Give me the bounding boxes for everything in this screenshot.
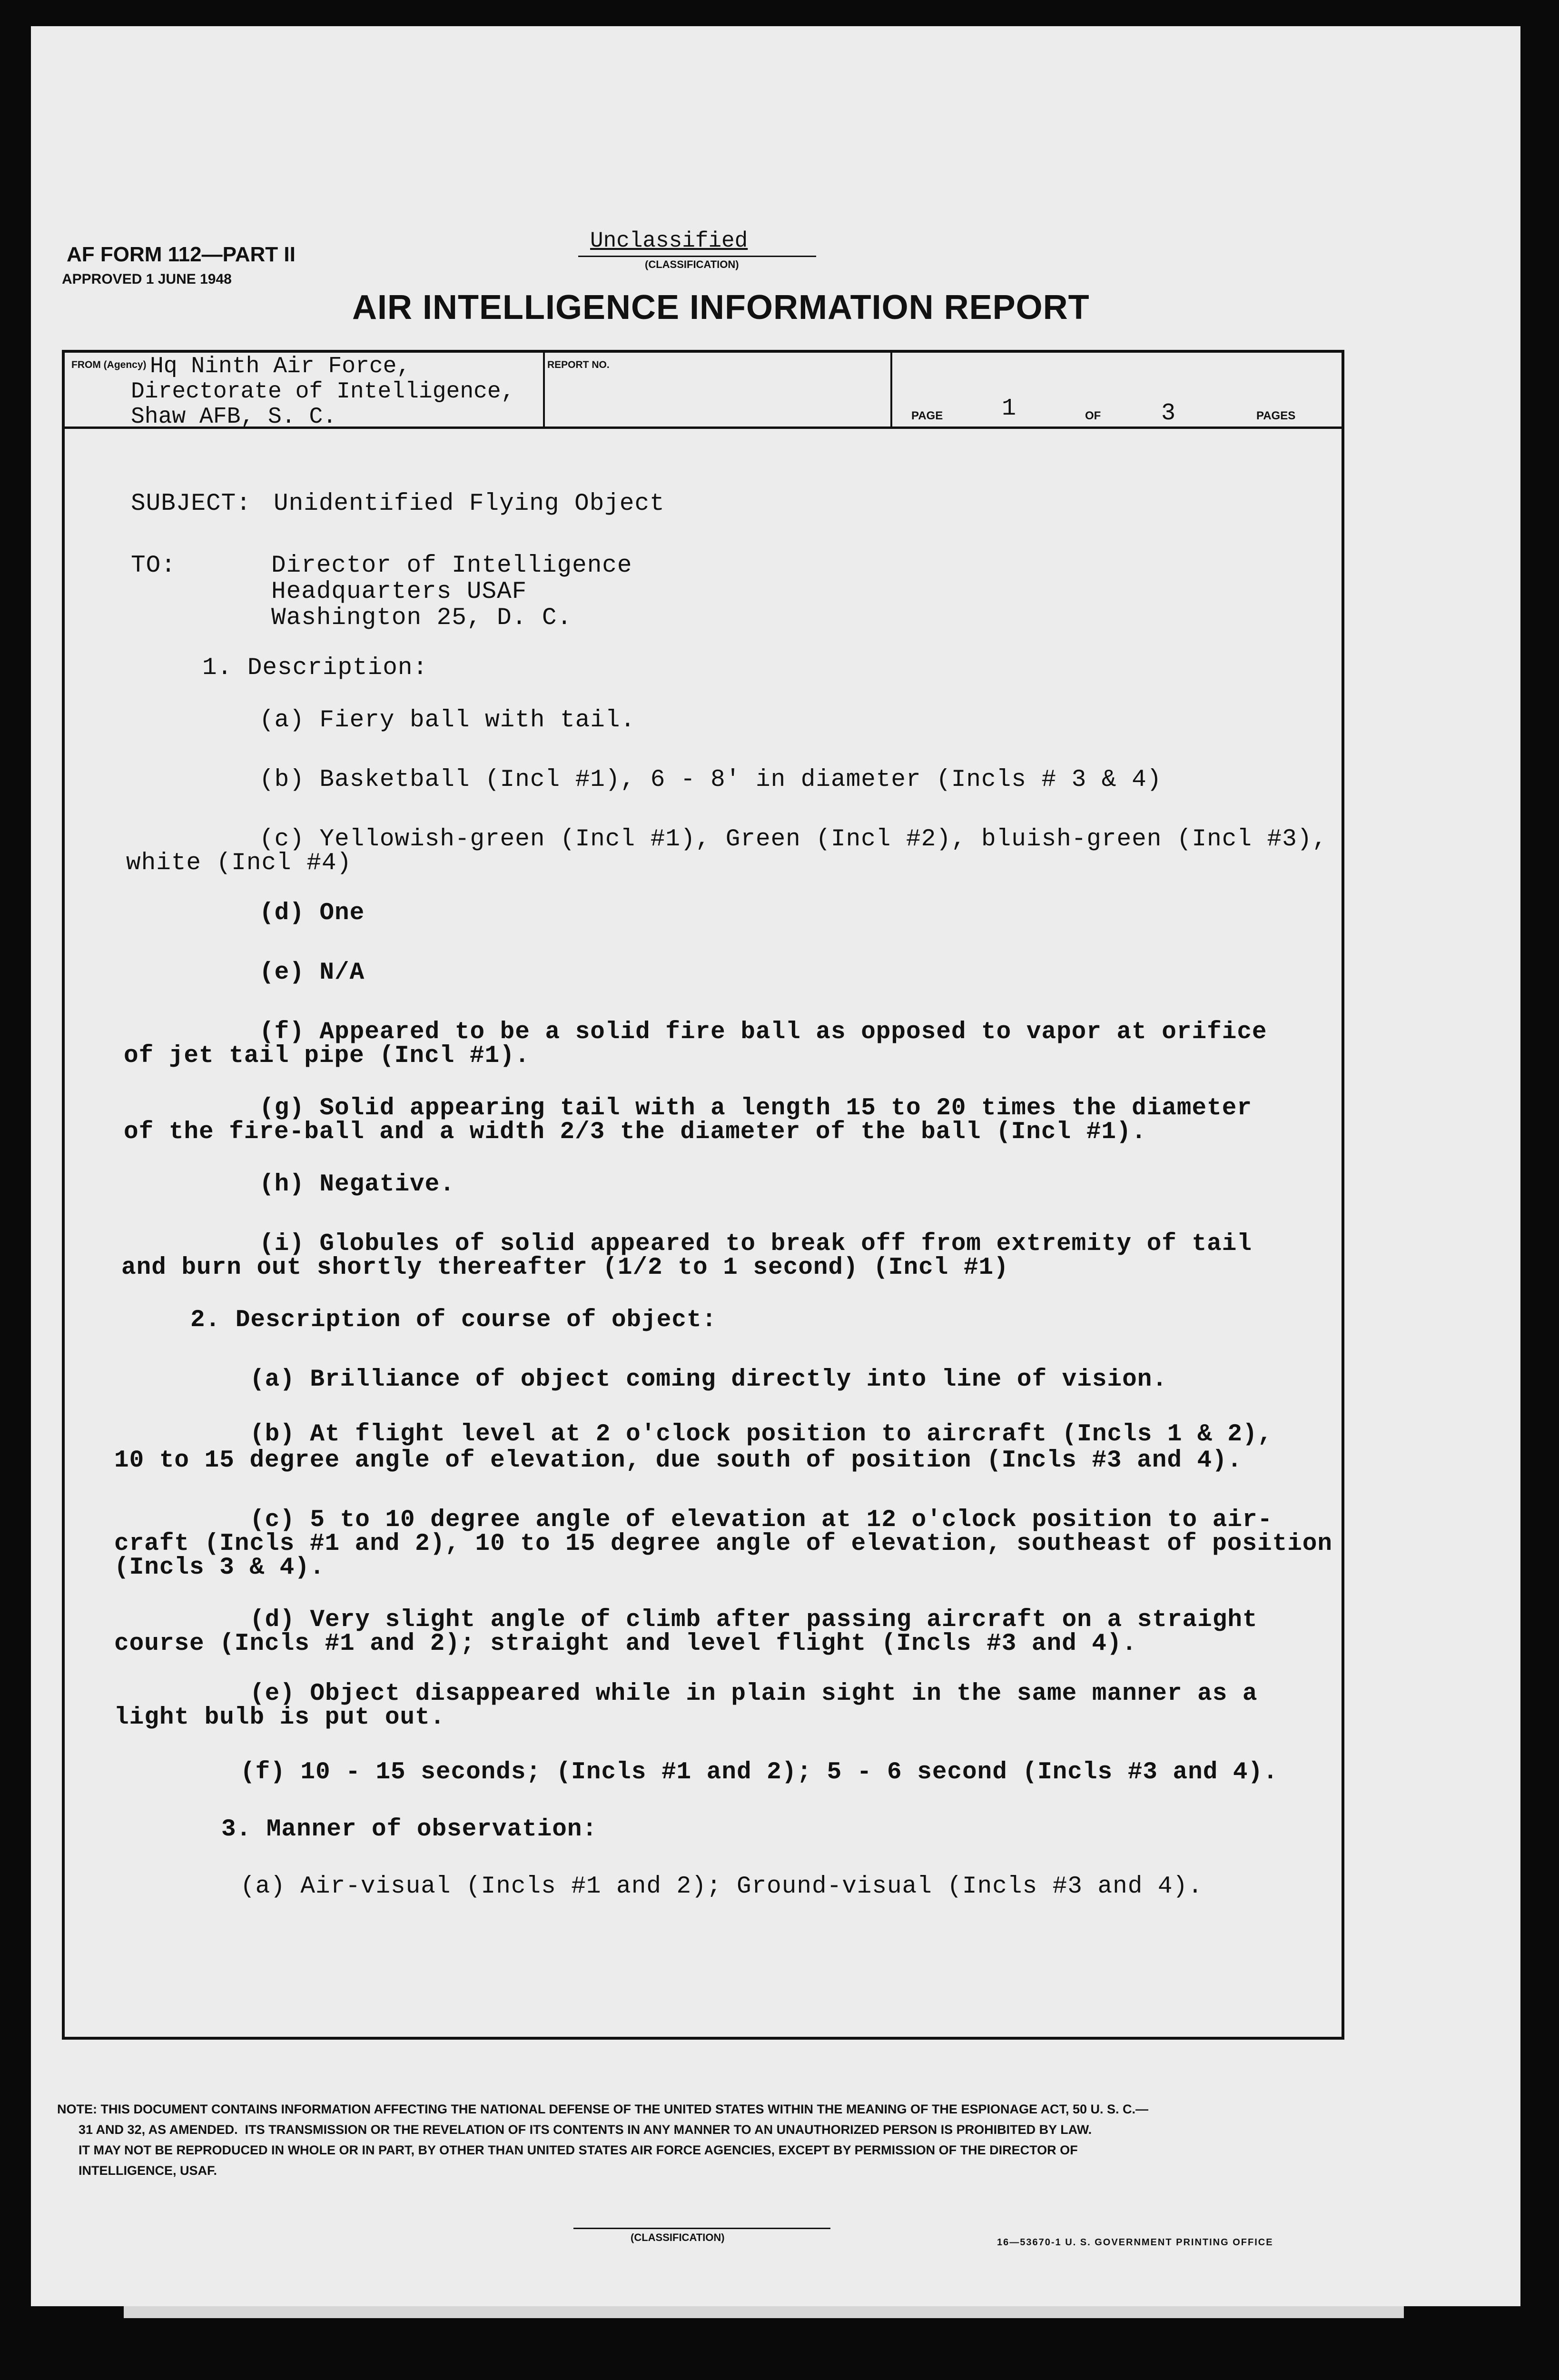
form-id: AF FORM 112—PART II xyxy=(67,243,296,266)
item-line: (b) Basketball (Incl #1), 6 - 8' in diameter (Incls # 3 & 4) xyxy=(259,766,1162,793)
item-line: (a) Air-visual (Incls #1 and 2); Ground-visual (Incls #3 and 4). xyxy=(240,1873,1203,1900)
report-form-box xyxy=(62,350,1344,2040)
item-line: of jet tail pipe (Incl #1). xyxy=(124,1042,530,1070)
item-line: (d) Very slight angle of climb after passing aircraft on a straight xyxy=(250,1606,1258,1634)
espionage-act-notice: NOTE: THIS DOCUMENT CONTAINS INFORMATION AFFECTING THE NATIONAL DEFENSE OF THE UNITED STATES WITHIN THE MEANING OF THE ESPIONAGE ACT, 50 U. S. C.— 31 AND 32, AS AMENDED. ITS TRANSMISSION OR THE REVELATION OF ITS CONTENTS IN ANY MANNER TO AN UNAUTHORIZED PERSON IS PROHIBITED BY LAW. IT MAY NOT BE REPRODUCED IN WHOLE OR IN PART, BY OTHER THAN UNITED STATES AIR FORCE AGENCIES, EXCEPT BY PERMISSION OF THE DIRECTOR OF INTELLIGENCE, USAF. xyxy=(57,2102,1149,2178)
item-line: (f) Appeared to be a solid fire ball as opposed to vapor at orifice xyxy=(259,1019,1267,1046)
page-number: 1 xyxy=(1002,395,1016,422)
subject-text: Unidentified Flying Object xyxy=(274,490,665,517)
from-caption: FROM (Agency) xyxy=(71,359,147,370)
section-heading: 2. Description of course of object: xyxy=(190,1307,717,1334)
item-line: (Incls 3 & 4). xyxy=(114,1554,325,1581)
item-line: (d) One xyxy=(259,900,365,927)
pages-caption: PAGES xyxy=(1256,409,1296,422)
to-line: Washington 25, D. C. xyxy=(271,605,572,632)
item-line: (f) 10 - 15 seconds; (Incls #1 and 2); 5 - 6 second (Incls #3 and 4). xyxy=(240,1759,1278,1786)
item-line: white (Incl #4) xyxy=(126,850,352,877)
item-line: light bulb is put out. xyxy=(114,1704,445,1731)
column-divider xyxy=(543,353,545,429)
of-caption: OF xyxy=(1085,409,1101,422)
classification-caption: (CLASSIFICATION) xyxy=(631,2231,725,2243)
to-label: TO: xyxy=(131,552,176,579)
item-line: of the fire-ball and a width 2/3 the diameter of the ball (Incl #1). xyxy=(124,1119,1147,1146)
printer-imprint: 16—53670-1 U. S. GOVERNMENT PRINTING OFFICE xyxy=(997,2237,1273,2248)
item-line: (a) Brilliance of object coming directly into line of vision. xyxy=(250,1366,1167,1393)
report-number-caption: REPORT NO. xyxy=(547,359,610,370)
item-line: (e) Object disappeared while in plain sight in the same manner as a xyxy=(250,1680,1258,1707)
approval-date: APPROVED 1 JUNE 1948 xyxy=(62,271,232,287)
item-line: (b) At flight level at 2 o'clock position to aircraft (Incls 1 & 2), xyxy=(250,1421,1273,1448)
item-line: (a) Fiery ball with tail. xyxy=(259,707,636,734)
item-line: course (Incls #1 and 2); straight and level flight (Incls #3 and 4). xyxy=(114,1630,1137,1657)
item-line: (h) Negative. xyxy=(259,1171,455,1198)
item-line: craft (Incls #1 and 2), 10 to 15 degree angle of elevation, southeast of position xyxy=(114,1530,1333,1557)
item-line: (e) N/A xyxy=(259,959,365,986)
report-page xyxy=(31,26,1520,2306)
page-total: 3 xyxy=(1161,400,1176,427)
to-line: Headquarters USAF xyxy=(271,578,527,605)
page-caption: PAGE xyxy=(911,409,943,422)
classification-rule xyxy=(573,2228,830,2229)
item-line: (c) 5 to 10 degree angle of elevation at 12 o'clock position to air- xyxy=(250,1507,1273,1534)
from-agency-line: Directorate of Intelligence, xyxy=(131,379,515,405)
section-heading: 3. Manner of observation: xyxy=(221,1816,598,1843)
from-agency-line: Shaw AFB, S. C. xyxy=(131,404,337,430)
report-title: AIR INTELLIGENCE INFORMATION REPORT xyxy=(352,288,1090,327)
subject-label: SUBJECT: xyxy=(131,490,251,517)
to-line: Director of Intelligence xyxy=(271,552,632,579)
classification-caption: (CLASSIFICATION) xyxy=(645,258,739,270)
item-line: and burn out shortly thereafter (1/2 to 1 second) (Incl #1) xyxy=(121,1254,1009,1281)
item-line: 10 to 15 degree angle of elevation, due south of position (Incls #3 and 4). xyxy=(114,1447,1243,1474)
item-line: (i) Globules of solid appeared to break off from extremity of tail xyxy=(259,1230,1252,1258)
classification-rule xyxy=(578,256,816,257)
classification-marking: Unclassified xyxy=(590,228,748,253)
section-heading: 1. Description: xyxy=(202,654,428,682)
item-line: (c) Yellowish-green (Incl #1), Green (Incl #2), bluish-green (Incl #3), xyxy=(259,826,1327,853)
column-divider xyxy=(890,353,892,429)
from-agency-line: Hq Ninth Air Force, xyxy=(150,354,411,379)
item-line: (g) Solid appearing tail with a length 15 to 20 times the diameter xyxy=(259,1095,1252,1122)
